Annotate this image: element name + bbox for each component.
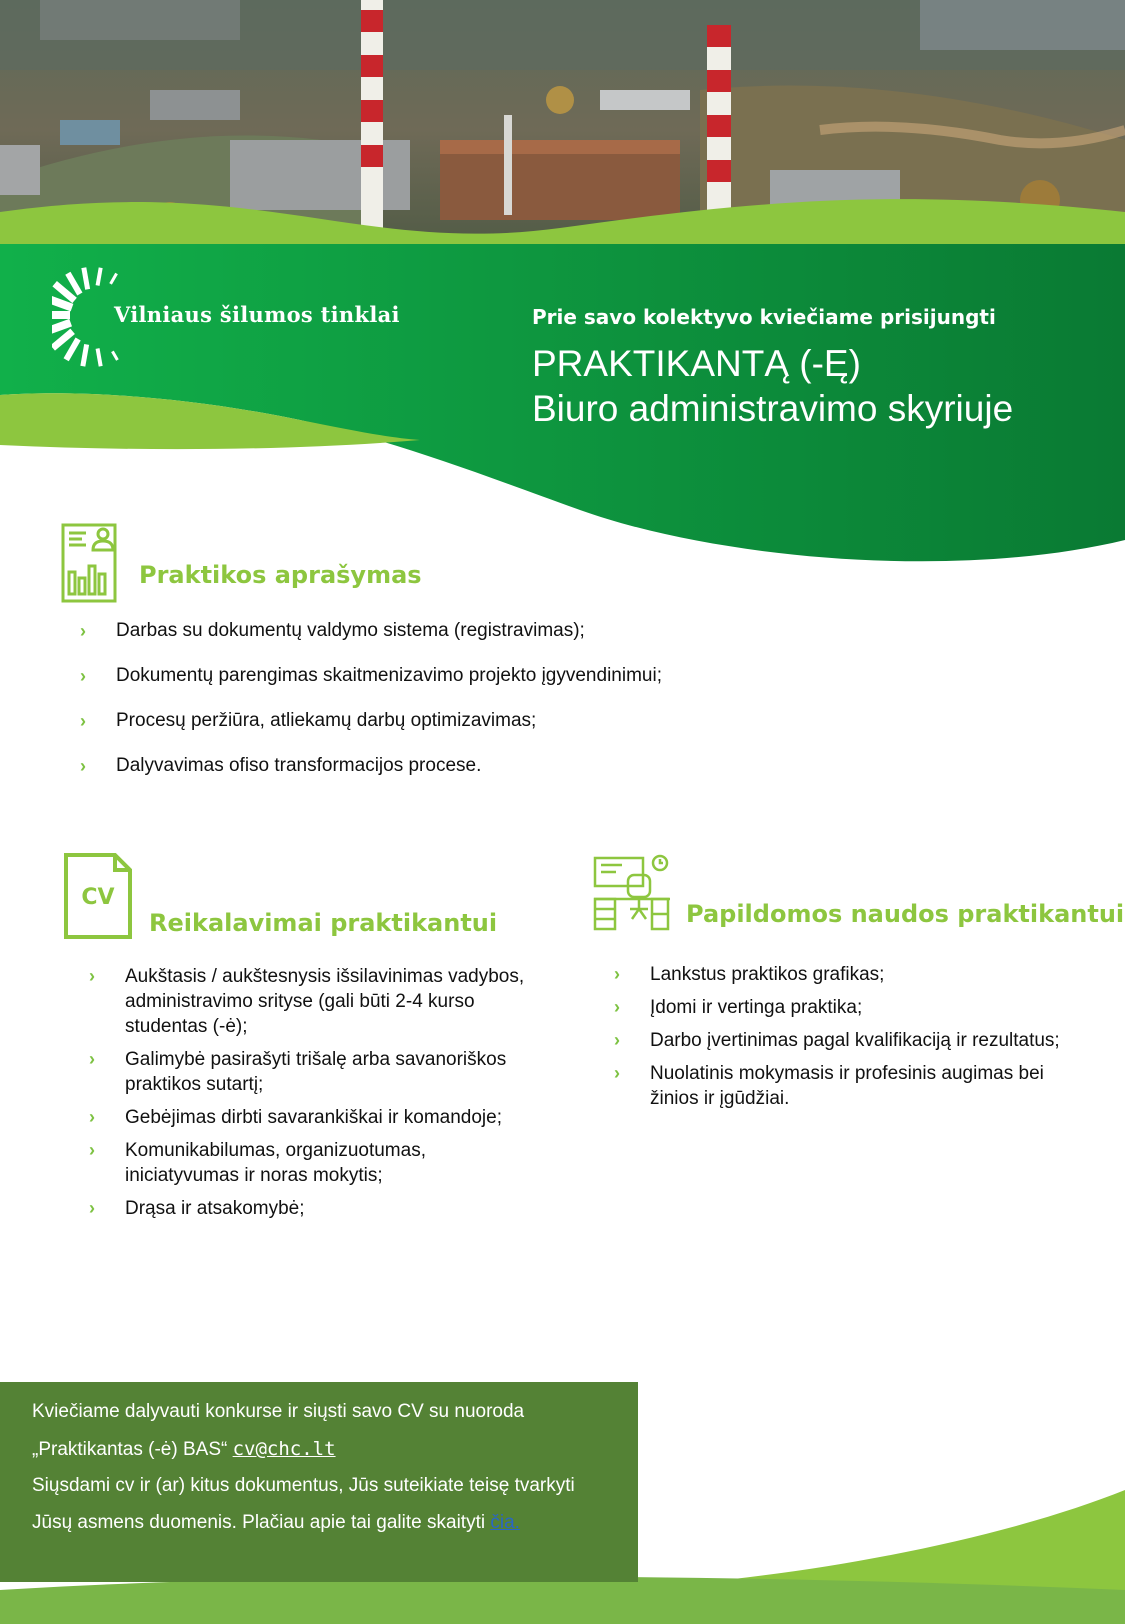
email-link[interactable]: cv@chc.lt — [232, 1438, 336, 1460]
bullet-chevron-icon: › — [614, 1030, 620, 1050]
list-item: › Galimybė pasirašyti trišalę arba savanoriškos praktikos sutartį; — [89, 1049, 507, 1095]
workplace-desk-icon — [592, 853, 672, 933]
apply-instruction: Kviečiame dalyvauti konkurse ir siųsti savo CV su nuoroda — [32, 1401, 525, 1422]
list-item: › Procesų peržiūra, atliekamų darbų optimizavimas; — [80, 710, 537, 731]
list-item: › Aukštasis / aukštesnysis išsilavinimas vadybos, administravimo srityse (gali būti 2-4 kurso studentas (-ė); — [89, 966, 525, 1037]
invite-line: Prie savo kolektyvo kviečiame prisijungti — [532, 305, 996, 329]
apply-reference: „Praktikantas (-ė) BAS“ cv@chc.lt — [32, 1438, 336, 1460]
list-item: › Nuolatinis mokymasis ir profesinis augimas bei žinios ir įgūdžiai. — [614, 1063, 1044, 1109]
bullet-chevron-icon: › — [80, 711, 86, 731]
description-list — [80, 620, 880, 800]
benefits-list — [614, 962, 1064, 1119]
section-title-requirements: Reikalavimai praktikantui — [149, 909, 498, 937]
company-name: Vilniaus šilumos tinklai — [114, 302, 400, 327]
cv-icon-text: CV — [81, 885, 115, 910]
bullet-chevron-icon: › — [89, 1140, 95, 1160]
report-document-icon — [60, 522, 118, 604]
cv-document-icon — [63, 852, 133, 940]
bullet-chevron-icon: › — [80, 756, 86, 776]
section-title-description: Praktikos aprašymas — [139, 561, 422, 589]
bullet-chevron-icon: › — [89, 1198, 95, 1218]
requirements-list — [89, 964, 539, 1229]
list-item: › Dokumentų parengimas skaitmenizavimo projekto įgyvendinimui; — [80, 665, 662, 686]
bullet-chevron-icon: › — [80, 621, 86, 641]
list-item: › Dalyvavimas ofiso transformacijos procese. — [80, 755, 482, 776]
bullet-chevron-icon: › — [614, 1063, 620, 1083]
privacy-notice-continued: Jūsų asmens duomenis. Plačiau apie tai galite skaityti čia. — [32, 1512, 520, 1533]
list-item: › Darbas su dokumentų valdymo sistema (registravimas); — [80, 620, 585, 641]
list-item: › Lankstus praktikos grafikas; — [614, 964, 885, 985]
list-item: › Komunikabilumas, organizuotumas, iniciatyvumas ir noras mokytis; — [89, 1140, 426, 1186]
list-item: › Gebėjimas dirbti savarankiškai ir komandoje; — [89, 1107, 502, 1128]
bullet-chevron-icon: › — [89, 966, 95, 986]
position-title: PRAKTIKANTĄ (-Ę) — [532, 343, 861, 384]
bullet-chevron-icon: › — [89, 1107, 95, 1127]
bullet-chevron-icon: › — [89, 1049, 95, 1069]
bullet-chevron-icon: › — [614, 997, 620, 1017]
list-item: › Darbo įvertinimas pagal kvalifikaciją ir rezultatus; — [614, 1030, 1060, 1051]
privacy-notice: Siųsdami cv ir (ar) kitus dokumentus, Jūs suteikiate teisę tvarkyti — [32, 1475, 575, 1496]
company-logo — [52, 262, 432, 372]
privacy-policy-link[interactable]: čia. — [490, 1512, 520, 1533]
list-item: › Drąsa ir atsakomybė; — [89, 1198, 305, 1219]
section-title-benefits: Papildomos naudos praktikantui — [686, 900, 1125, 928]
list-item: › Įdomi ir vertinga praktika; — [614, 997, 863, 1018]
application-info-box — [0, 1382, 638, 1582]
bullet-chevron-icon: › — [614, 964, 620, 984]
department-title: Biuro administravimo skyriuje — [532, 388, 1014, 429]
bullet-chevron-icon: › — [80, 666, 86, 686]
